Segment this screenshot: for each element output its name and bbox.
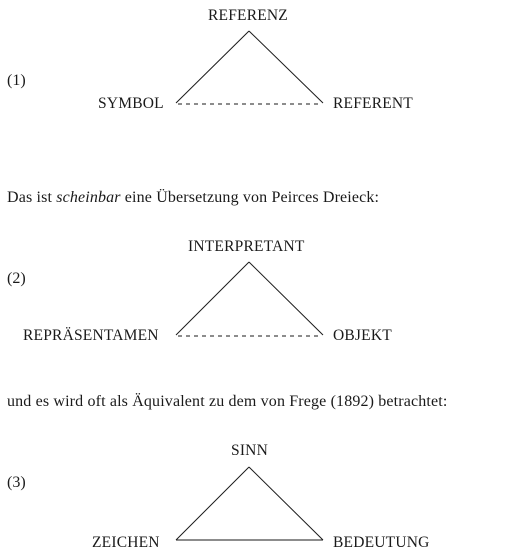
sentence-1-after: eine Übersetzung von Peirces Dreieck:: [120, 189, 380, 206]
sentence-1-before: Das ist: [7, 189, 57, 206]
figure-2-apex-label: INTERPRETANT: [188, 238, 305, 255]
sentence-1-emphasis: scheinbar: [56, 189, 121, 206]
sentence-2: und es wird oft als Äquivalent zu dem von Frege (1892) betrachtet:: [7, 393, 448, 410]
figure-2-number: (2): [7, 270, 26, 287]
figure-1-number: (1): [7, 72, 26, 89]
figure-3-apex-label: SINN: [231, 442, 268, 459]
figure-1-apex-label: REFERENZ: [208, 7, 288, 24]
figure-3-right-edge: [249, 467, 323, 540]
figure-3-left-label: ZEICHEN: [92, 534, 160, 551]
figure-3-number: (3): [7, 474, 26, 491]
figure-3-right-label: BEDEUTUNG: [333, 534, 430, 551]
figure-2-right-label: OBJEKT: [333, 327, 392, 344]
figure-1-left-label: SYMBOL: [98, 95, 164, 112]
figure-1-right-label: REFERENT: [333, 95, 413, 112]
figure-3-left-edge: [176, 467, 249, 540]
figure-2-left-label: REPRÄSENTAMEN: [23, 327, 159, 344]
